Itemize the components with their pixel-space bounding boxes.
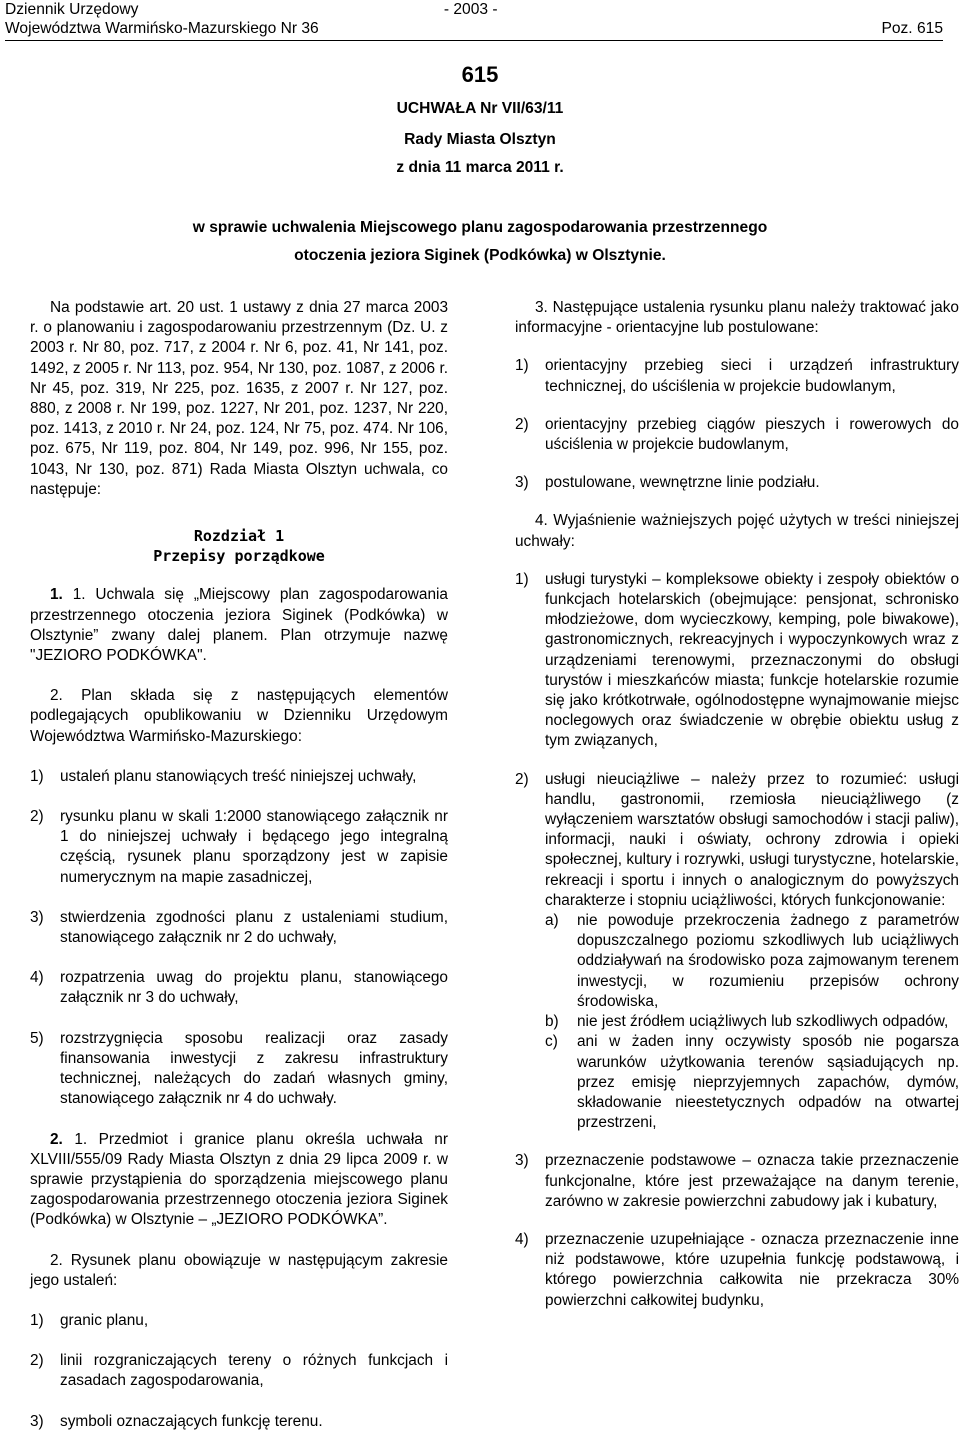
section-2-para-1: 2. 1. Przedmiot i granice planu określa uchwała nr XLVIII/555/09 Rady Miasta Olsztyn z dnia 29 lipca 2009 r. w sprawie przystąpienia do sporządzenia miejscowego planu zagospodarowania przestrzennego otoczenia jeziora Siginek (Podkówka) w Olsztynie – „JEZIORO PODKÓWKA”. bbox=[30, 1130, 448, 1229]
sub-item: b) nie jest źródłem uciążliwych lub szkodliwych odpadów, bbox=[545, 1013, 949, 1031]
list-item: 5) rozstrzygnięcia sposobu realizacji oraz zasady finansowania inwestycji z zakresu infrastruktury technicznej, należących do zadań własnych gminy, stanowiącego załącznik nr 4 do uchwały. bbox=[30, 1029, 448, 1108]
chapter-title: Przepisy porządkowe bbox=[153, 547, 325, 566]
list-item: 2) linii rozgraniczających tereny o różnych funkcjach i zasadach zagospodarowania, bbox=[30, 1352, 448, 1390]
council-name: Rady Miasta Olsztyn bbox=[404, 131, 556, 148]
list-item: 3) postulowane, wewnętrzne linie podziału. bbox=[515, 474, 820, 492]
section-1-para-1: 1. 1. Uchwala się „Miejscowy plan zagospodarowania przestrzennego otoczenia jeziora Siginek (Podkówka) w Olsztynie” zwany dalej planem. Plan otrzymuje nazwę "JEZIORO PODKÓWKA". bbox=[30, 586, 448, 665]
sub-item: c) ani w żaden inny oczywisty sposób nie pogarsza warunków użytkowania terenów sąsiadujących np. przez emisję nieprzyjemnych zapachów, dymów, składowanie nieestetycznych odpadów na otwartej przestrzeni, bbox=[545, 1033, 959, 1132]
definition-item: 4) przeznaczenie uzupełniające - oznacza przeznaczenie inne niż podstawowe, które uzupełnia funkcję podstawową, i którego powierzchnia całkowita nie przekracza 30% powierzchni całkowitej budynku, bbox=[515, 1230, 959, 1309]
list-item: 2) orientacyjny przebieg ciągów pieszych i rowerowych do uściślenia w projekcie budowlanym, bbox=[515, 415, 959, 454]
running-header-row-2 bbox=[5, 19, 943, 38]
section-1-number: 1. bbox=[50, 586, 63, 604]
definition-item: 3) przeznaczenie podstawowe – oznacza takie przeznaczenie funkcjonalne, które jest przeważające na danym terenie, zarówno w zakresie powierzchni zabudowy jak i kubatury, bbox=[515, 1152, 959, 1210]
subject-line-1: w sprawie uchwalenia Miejscowego planu zagospodarowania przestrzennego bbox=[192, 219, 768, 236]
subject-line-2: otoczenia jeziora Siginek (Podkówka) w Olsztynie. bbox=[294, 247, 666, 264]
act-number: 615 bbox=[461, 62, 499, 87]
list-item: 1) granic planu, bbox=[30, 1311, 149, 1329]
journal-name: Dziennik Urzędowy bbox=[5, 1, 139, 18]
voivodeship-name: Województwa Warmińsko-Mazurskiego Nr 36 bbox=[5, 20, 319, 37]
definition-item: 1) usługi turystyki – kompleksowe obiekty i zespoły obiektów o funkcjach hotelarskich (obejmujące: pensjonat, schronisko młodzieżowe, dom wycieczkowy, kemping, pole biwakowe), gastronomicznych, rekreacyjnych i wypoczynkowych wraz z urządzeniami terenowymi, przeznaczonymi do obsługi turystów i mieszkańców miasta; funkcje hotelarskie rozumie się jako krótkotrwałe, ogólnodostępne wynajmowanie miejsc noclegowych oraz świadczenie w obrębie obiektu usług z tym związanych, bbox=[515, 570, 959, 750]
right-column bbox=[515, 298, 959, 1311]
chapter-number: Rozdział 1 bbox=[193, 527, 285, 546]
list-item: 3) symboli oznaczających funkcję terenu. bbox=[30, 1412, 323, 1430]
resolution-date: z dnia 11 marca 2011 r. bbox=[396, 159, 564, 176]
section-1-para-2: 2. Plan składa się z następujących elementów podlegających opublikowaniu w Dzienniku Urzędowym Województwa Warmińsko-Mazurskiego: bbox=[30, 687, 448, 745]
position-number: Poz. 615 bbox=[881, 20, 943, 37]
paragraph-4: 4. Wyjaśnienie ważniejszych pojęć użytych w treści niniejszej uchwały: bbox=[515, 512, 959, 550]
list-item: 4) rozpatrzenia uwag do projektu planu, stanowiącego załącznik nr 3 do uchwały, bbox=[30, 969, 448, 1007]
section-2-number: 2. bbox=[50, 1130, 63, 1148]
page-number: - 2003 - bbox=[443, 1, 498, 18]
list-item: 1) orientacyjny przebieg sieci i urządzeń infrastruktury technicznej, do uściślenia w projekcie budowlanym, bbox=[515, 357, 959, 395]
resolution-title: UCHWAŁA Nr VII/63/11 bbox=[396, 100, 564, 117]
running-header-row-1 bbox=[5, 0, 943, 19]
definition-item: 2) usługi nieuciążliwe – należy przez to rozumieć: usługi handlu, gastronomii, rzemiosła nieuciążliwego (z wyłączeniem warsztatów obsługi samochodów i stacji paliw), informacji, nauki i oświaty, ochrony zdrowia i opieki społecznej, kultury i rozrywki, usługi turystyczne, hotelarskie, rekreacji i sportu i innych o analogicznym do powyższych charakterze i stopniu uciążliwości, których funkcjonowanie: a) nie powoduje przekroczenia żadnego z parametrów dopuszczalnego poziomu szkodliwych lub uciążliwych oddziaływań na środowisko poza zajmowanym terenem inwestycji, w rozumieniu przepisów ochrony środowiska, b) nie jest źródłem uciążliwych lub szkodliwych odpadów, c) ani w żaden inny oczywisty sposób nie pogarsza warunków użytkowania terenów sąsiadujących np. przez emisję nieprzyjemnych zapachów, dymów, składowanie nieestetycznych odpadów na otwartej przestrzeni, bbox=[515, 770, 959, 1134]
paragraph-3: 3. Następujące ustalenia rysunku planu należy traktować jako informacyjne - orientacyjne lub postulowane: bbox=[515, 299, 959, 337]
preamble: Na podstawie art. 20 ust. 1 ustawy z dnia 27 marca 2003 r. o planowaniu i zagospodarowaniu przestrzennym (Dz. U. z 2003 r. Nr 80, poz. 717, z 2004 r. Nr 6, poz. 41, Nr 141, poz. 1492, z 2005 r. Nr 113, poz. 954, Nr 130, poz. 1087, z 2006 r. Nr 45, poz. 319, Nr 225, poz. 1635, z 2007 r. Nr 127, poz. 880, z 2008 r. Nr 199, poz. 1227, Nr 201, poz. 1237, Nr 220, poz. 1413, z 2010 r. Nr 24, poz. 124, Nr 75, poz. 474. Nr 106, poz. 675, Nr 119, poz. 804, Nr 149, poz. 996, Nr 155, poz. 1043, Nr 130, poz. 871) Rada Miasta Olsztyn uchwala, co następuje: bbox=[30, 299, 448, 498]
section-2-para-2: 2. Rysunek planu obowiązuje w następującym zakresie jego ustaleń: bbox=[30, 1251, 448, 1289]
header-rule bbox=[5, 40, 943, 41]
sub-item: a) nie powoduje przekroczenia żadnego z parametrów dopuszczalnego poziomu szkodliwych lub uciążliwych oddziaływań na środowisko poza zajmowanym terenem inwestycji, w rozumieniu przepisów ochrony środowiska, bbox=[545, 912, 959, 1010]
left-column bbox=[30, 298, 448, 1432]
list-item: 3) stwierdzenia zgodności planu z ustaleniami studium, stanowiącego załącznik nr 2 do uchwały, bbox=[30, 908, 448, 947]
list-item: 2) rysunku planu w skali 1:2000 stanowiącego załącznik nr 1 do niniejszej uchwały i będącego jego integralną częścią, rysunek planu sporządzony jest w zapisie numerycznym na mapie zasadniczej, bbox=[30, 808, 448, 886]
list-item: 1) ustaleń planu stanowiących treść niniejszej uchwały, bbox=[30, 767, 417, 785]
